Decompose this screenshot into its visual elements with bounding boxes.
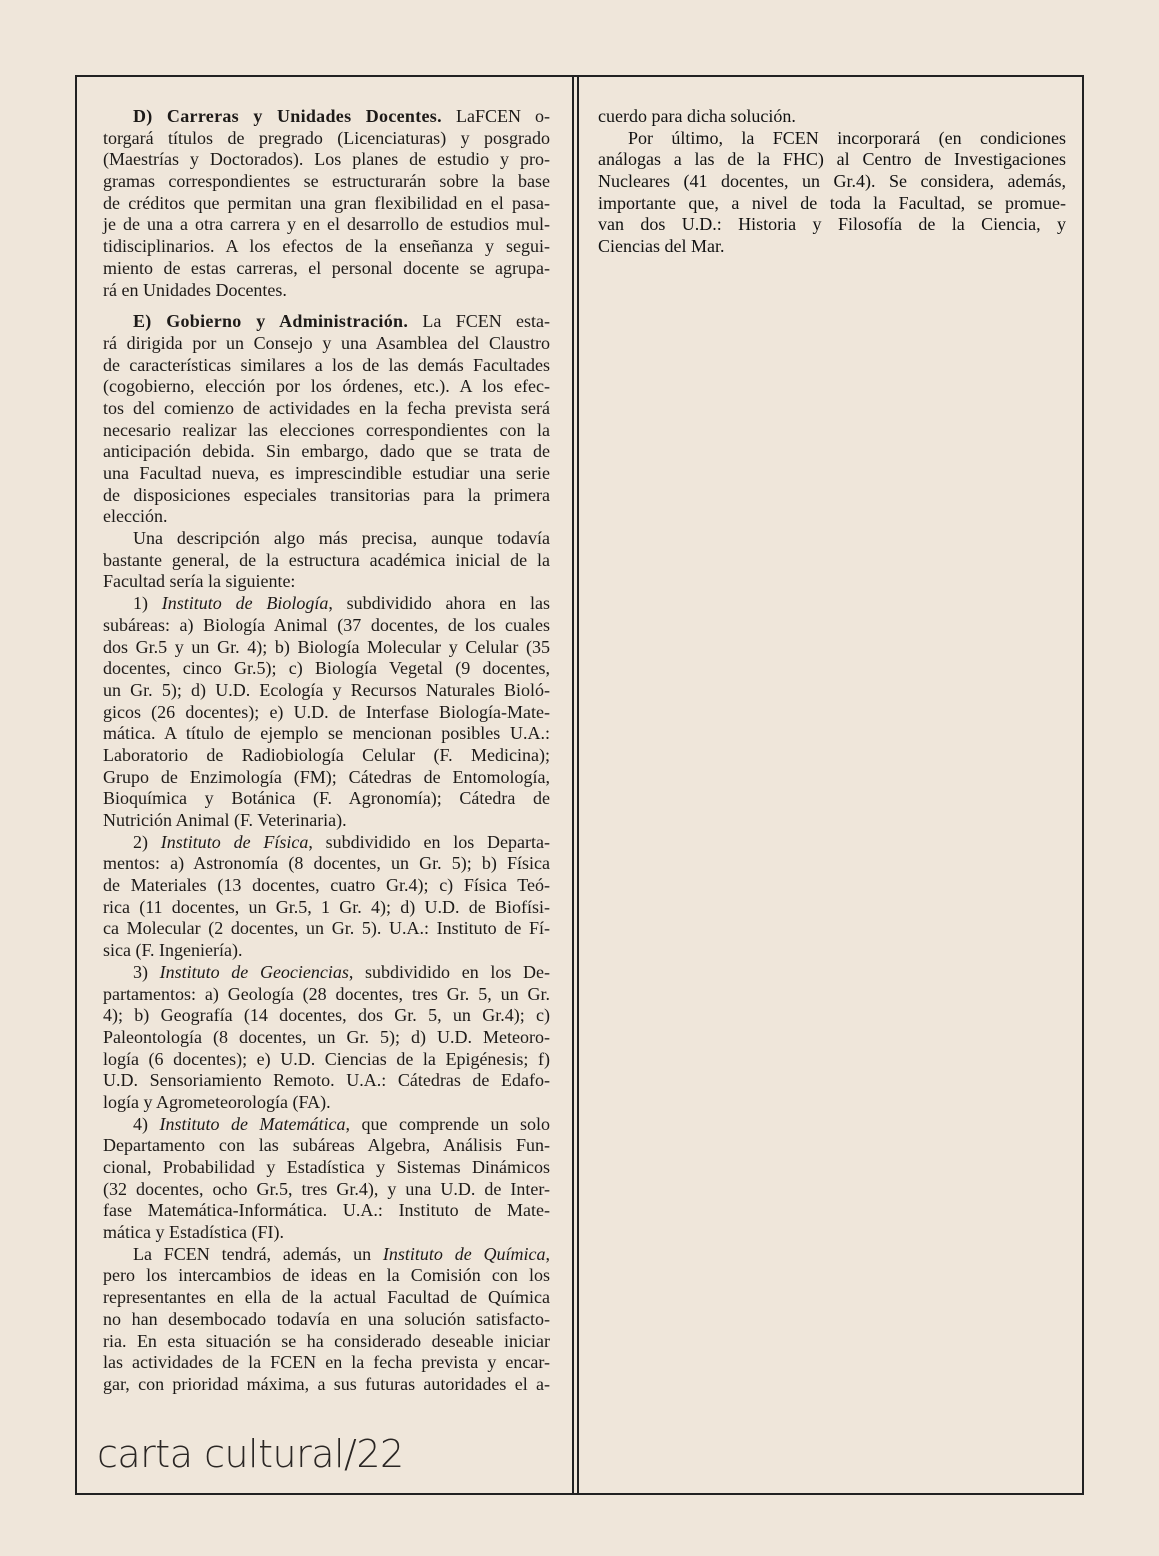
text-line: de créditos que permitan una gran flexibilidad en el pasa- <box>103 192 550 213</box>
item-fisica: 2) Instituto de Física, subdividido en los Departa- mentos: a) Astronomía (8 docentes, un Gr. 5); b) Física de Materiales (13 docentes, cuatro Gr.4); c) Física Teó- rica (11 docentes, un Gr.5, 1 Gr. 4); d) U.D. de Biofísi- ca Molecular (2 docentes, un Gr. 5). U.A.: Instituto de Fí- sica (F. Ingeniería). <box>103 831 551 961</box>
text-line: U.D. Sensoriamiento Remoto. U.A.: Cátedras de Edafo- <box>103 1070 550 1091</box>
text-line: docentes, cinco Gr.5); c) Biología Vegetal (9 docentes, <box>103 658 550 679</box>
text-line: Ciencias del Mar. <box>598 236 725 257</box>
text-line: Nucleares (41 docentes, un Gr.4). Se considera, además, <box>598 171 1066 192</box>
item-title: Instituto de Geociencias <box>159 961 349 982</box>
text-line: dos Gr.5 y un Gr. 4); b) Biología Molecular y Celular (35 <box>103 636 550 657</box>
right-column <box>598 106 1066 258</box>
text-line: rá dirigida por un Consejo y una Asamblea del Claustro <box>103 332 550 353</box>
final-paragraph <box>598 128 1066 258</box>
text-line: (Maestrías y Doctorados). Los planes de estudio y pro- <box>103 149 550 170</box>
text-line: Nutrición Animal (F. Veterinaria). <box>103 810 347 830</box>
item-title: Instituto de Física <box>160 831 309 852</box>
text-line: una Facultad nueva, es imprescindible estudiar una serie <box>103 463 550 483</box>
item-geociencias: 3) Instituto de Geociencias, subdividido en los De- partamentos: a) Geología (28 docentes, tres Gr. 5, un Gr. 4); b) Geografía (14 docentes, dos Gr. 5, un Gr.4); c) Paleontología (8 docentes, un Gr. 5); d) U.D. Meteoro- logía (6 docentes); e) U.D. Ciencias de la Epigénesis; f) U.D. Sensoriamiento Remoto. U.A.: Cátedras de Edafo- logía y Agrometeorología (FA). <box>103 961 550 1112</box>
text-line: de características similares a los de las demás Facultades <box>103 354 550 375</box>
text-line: Una descripción algo más precisa, aunque todavía <box>133 528 550 549</box>
text-line: cional, Probabilidad y Estadística y Sistemas Dinámicos <box>103 1157 550 1177</box>
text-line: importante que, a nivel de toda la Facultad, se promue- <box>598 192 1066 213</box>
text-line: rá en Unidades Docentes. <box>103 279 287 300</box>
item-title: Instituto de Biología <box>161 593 329 614</box>
item-biologia: 1) Instituto de Biología, subdividido ahora en las subáreas: a) Biología Animal (37 docentes, de los cuales dos Gr.5 y un Gr. 4); b) Biología Molecular y Celular (35 docentes, cinco Gr.5); c) Biología Vegetal (9 docentes, un Gr. 5); d) U.D. Ecología y Recursos Naturales Bioló- gicos (26 docentes); e) U.D. de Interfase Biología-Mate- mática. A título de ejemplo se mencionan posibles U.A.: Laboratorio de Radiobiología Celular (F. Medicina); Grupo de Enzimología (FM); Cátedras de Entomología, Bioquímica y Botánica (F. Agronomía); Cátedra de Nutrición Animal (F. Veterinaria). <box>103 593 551 830</box>
text-line: gar, con prioridad máxima, a sus futuras autoridades el a- <box>103 1373 550 1394</box>
section-d-heading: D) Carreras y Unidades Docentes. <box>133 106 442 126</box>
section-e: E) Gobierno y Administración. La FCEN esta- rá dirigida por un Consejo y una Asamblea del Claustro de características similares a los de las demás Facultades (cogobierno, elección por los órdenes, etc.). A los efec- tos del comienzo de actividades en la fecha prevista será necesario realizar las elecciones correspondientes con la anticipación debida. Sin embargo, dado que se trata de una Facultad nueva, es imprescindible estudiar una serie de disposiciones especiales transitorias para la primera elección. <box>103 311 550 527</box>
text-line: torgará títulos de pregrado (Licenciaturas) y posgrado <box>103 127 550 148</box>
text-line: tos del comienzo de actividades en la fecha prevista será <box>103 397 550 418</box>
text-line: Por último, la FCEN incorporará (en condiciones <box>628 127 1066 148</box>
left-column <box>103 106 550 1396</box>
text-line: Laboratorio de Radiobiología Celular (F. Medicina); <box>103 744 550 765</box>
text-line: de Materiales (13 docentes, cuatro Gr.4); c) Física Teó- <box>103 875 550 896</box>
text-line: miento de estas carreras, el personal docente se agrupa- <box>103 257 550 278</box>
intro-paragraph <box>103 528 550 593</box>
item-title: Instituto de Matemática <box>159 1113 346 1134</box>
text-line: 4); b) Geografía (14 docentes, dos Gr. 5, un Gr.4); c) <box>103 1005 550 1026</box>
text-line: bastante general, de la estructura académica inicial de la <box>103 549 550 570</box>
text-line: fase Matemática-Informática. U.A.: Instituto de Mate- <box>103 1200 550 1221</box>
text-line: je de una a otra carrera y en el desarrollo de estudios mul- <box>103 214 550 235</box>
text-line: de disposiciones especiales transitorias para la primera <box>103 484 550 505</box>
text-line: subáreas: a) Biología Animal (37 docentes, de los cuales <box>103 614 550 635</box>
text-line: mentos: a) Astronomía (8 docentes, un Gr. 5); b) Física <box>103 853 550 874</box>
text-line: Paleontología (8 docentes, un Gr. 5); d) U.D. Meteoro- <box>103 1026 550 1047</box>
text-line: representantes en ella de la actual Facultad de Química <box>103 1287 550 1308</box>
item-matematica: 4) Instituto de Matemática, que comprende un solo Departamento con las subáreas Algebra, Análisis Fun- cional, Probabilidad y Estadística y Sistemas Dinámicos (32 docentes, ocho Gr.5, tres Gr.4), y una U.D. de Inter- fase Matemática-Informática. U.A.: Instituto de Mate- mática y Estadística (FI). <box>103 1113 551 1243</box>
text-line: pero los intercambios de ideas en la Comisión con los <box>103 1265 550 1286</box>
text-line: ca Molecular (2 docentes, un Gr. 5). U.A.: Instituto de Fí- <box>103 918 550 939</box>
text-line: análogas a las de la FHC) al Centro de Investigaciones <box>598 149 1066 170</box>
continuation-line: cuerdo para dicha solución. <box>598 106 796 126</box>
text-line: Departamento con las subáreas Algebra, Análisis Fun- <box>103 1135 550 1156</box>
section-d: D) Carreras y Unidades Docentes. LaFCEN o- torgará títulos de pregrado (Licenciaturas) y posgrado (Maestrías y Doctorados). Los planes de estudio y pro- gramas correspondientes se estructurarán sobre la base de créditos que permitan una gran flexibilidad en el pasa- je de una a otra carrera y en el desarrollo de estudios mul- tidisciplinarios. A los efectos de la enseñanza y segui- miento de estas carreras, el personal docente se agrupa- rá en Unidades Docentes. <box>103 106 550 300</box>
section-e-heading: E) Gobierno y Administración. <box>133 311 409 332</box>
text-line: Grupo de Enzimología (FM); Cátedras de Entomología, <box>103 766 550 787</box>
text-line: gramas correspondientes se estructurarán sobre la base <box>103 171 550 192</box>
text-line: sica (F. Ingeniería). <box>103 940 243 961</box>
text-line: elección. <box>103 506 168 527</box>
text-line: (32 docentes, ocho Gr.5, tres Gr.4), y una U.D. de Inter- <box>103 1178 550 1199</box>
text-line: no han desembocado todavía en una solución satisfacto- <box>103 1308 550 1329</box>
publication-footer: carta cultural/22 <box>97 1432 404 1476</box>
text-line: necesario realizar las elecciones correspondientes con la <box>103 419 550 440</box>
text-line: mática y Estadística (FI). <box>103 1222 284 1243</box>
text-line: logía (6 docentes); e) U.D. Ciencias de la Epigénesis; f) <box>103 1048 550 1069</box>
text-line: gicos (26 docentes); e) U.D. de Interfase Biología-Mate- <box>103 701 550 722</box>
text-line: rica (11 docentes, un Gr.5, 1 Gr. 4); d) U.D. de Biofísi- <box>103 896 550 917</box>
text-line: Facultad sería la siguiente: <box>103 571 296 592</box>
text-line: logía y Agrometeorología (FA). <box>103 1091 331 1112</box>
text-line: las actividades de la FCEN en la fecha prevista y encar- <box>103 1352 550 1373</box>
text-line: (cogobierno, elección por los órdenes, etc.). A los efec- <box>103 376 550 397</box>
text-line: un Gr. 5); d) U.D. Ecología y Recursos Naturales Bioló- <box>103 679 550 700</box>
column-divider <box>577 75 579 1495</box>
text-line: Bioquímica y Botánica (F. Agronomía); Cátedra de <box>103 788 550 809</box>
quimica-paragraph: La FCEN tendrá, además, un Instituto de Química, pero los intercambios de ideas en la Comisión con los representantes en ella de la actual Facultad de Química no han desembocado todavía en una solución satisfacto- ria. En esta situación se ha considerado deseable iniciar las actividades de la FCEN en la fecha prevista y encar- gar, con prioridad máxima, a sus futuras autoridades el a- <box>103 1243 550 1394</box>
text-line: van dos U.D.: Historia y Filosofía de la Ciencia, y <box>598 214 1066 235</box>
text-line: ria. En esta situación se ha considerado deseable iniciar <box>103 1330 550 1351</box>
text-line: partamentos: a) Geología (28 docentes, tres Gr. 5, un Gr. <box>103 983 550 1004</box>
text-line: tidisciplinarios. A los efectos de la enseñanza y segui- <box>103 236 550 257</box>
column-divider <box>572 75 574 1495</box>
text-line: mática. A título de ejemplo se mencionan posibles U.A.: <box>103 723 550 744</box>
section-e-lines <box>103 333 550 528</box>
section-d-lines <box>103 128 550 302</box>
text-line: anticipación debida. Sin embargo, dado que se trata de <box>103 441 550 462</box>
